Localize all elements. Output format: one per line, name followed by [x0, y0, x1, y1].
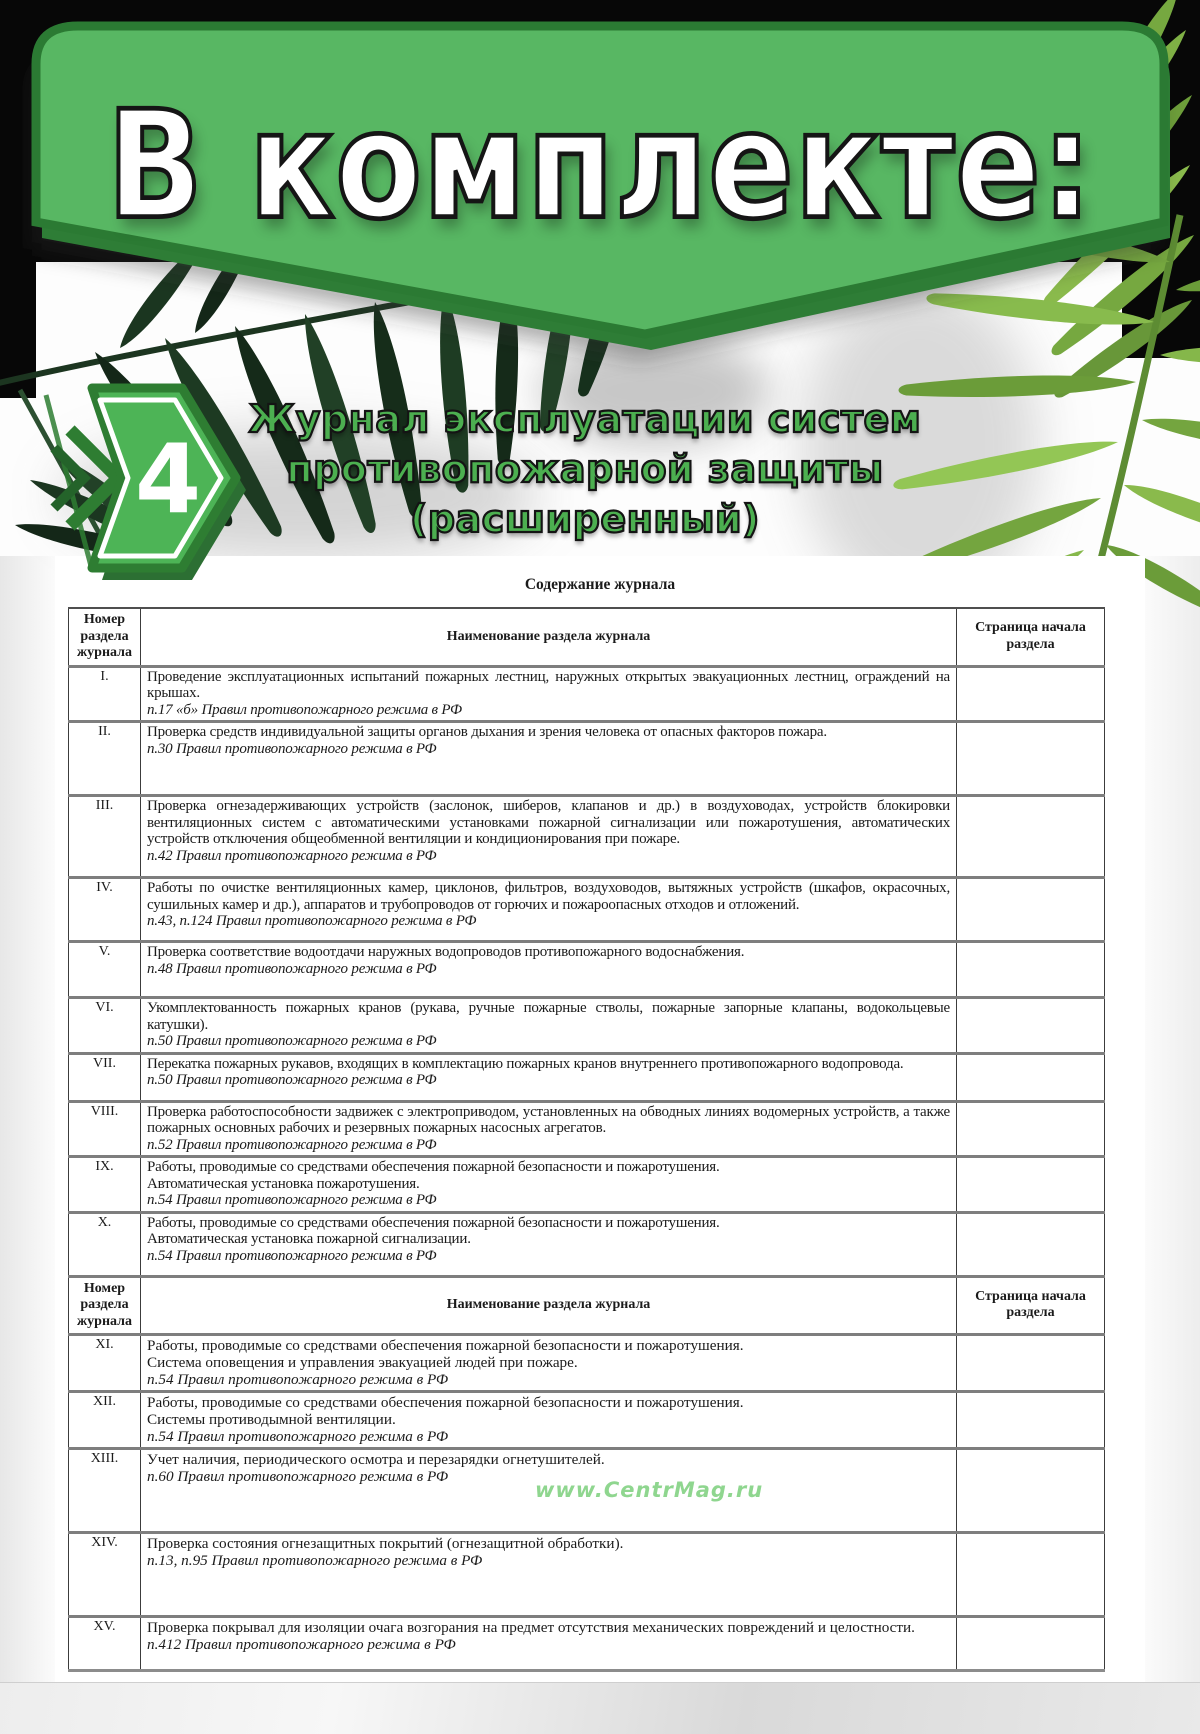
kit-item-title-line1: Журнал эксплуатации систем [248, 397, 922, 441]
table-row [69, 1617, 1105, 1671]
row-number: VII. [69, 1053, 141, 1101]
row-page [957, 1157, 1105, 1213]
contents-table [68, 607, 1105, 1672]
table-row [69, 998, 1105, 1054]
page-title: Содержание журнала [524, 576, 676, 593]
col-header-name: Наименование раздела журнала [141, 608, 957, 666]
row-number: IV. [69, 878, 141, 942]
table-row [69, 878, 1105, 942]
page-right-margin [1145, 556, 1200, 1683]
row-page [957, 796, 1105, 878]
table-row [69, 1533, 1105, 1617]
row-name: Проверка покрывал для изоляции очага возгорания на предмет отсутствия механических повреждений и целостности. п.412 Правил противопожарного режима в РФ [141, 1617, 957, 1671]
row-number: VI. [69, 998, 141, 1054]
row-page [957, 1392, 1105, 1449]
table-row [69, 666, 1105, 722]
table-header-row [69, 608, 1105, 666]
watermark: www.CentrMag.ru [535, 1478, 764, 1502]
row-page [957, 998, 1105, 1054]
row-number: XII. [69, 1392, 141, 1449]
row-number: IX. [69, 1157, 141, 1213]
row-name: Проверка работоспособности задвижек с электроприводом, установленных на обводных линиях водомерных устройств, а также пожарных основных рабочих и резервных пожарных насосных агрегатов. п.52 Правил противопожарного режима в РФ [141, 1101, 957, 1157]
row-page [957, 942, 1105, 998]
table-row [69, 1101, 1105, 1157]
table-row [69, 1212, 1105, 1276]
row-name: Работы, проводимые со средствами обеспечения пожарной безопасности и пожаротушения. Автоматическая установка пожарной сигнализации. п.54 Правил противопожарного режима в РФ [141, 1212, 957, 1276]
row-name: Проверка средств индивидуальной защиты органов дыхания и зрения человека от опасных факторов пожара. п.30 Правил противопожарного режима в РФ [141, 722, 957, 796]
table-row [69, 1157, 1105, 1213]
col-header-page: Страница начала раздела [957, 1276, 1105, 1335]
col-header-page: Страница начала раздела [957, 608, 1105, 666]
col-header-name: Наименование раздела журнала [141, 1276, 957, 1335]
row-page [957, 1101, 1105, 1157]
row-name: Учет наличия, периодического осмотра и перезарядки огнетушителей. п.60 Правил противопожарного режима в РФ [141, 1449, 957, 1533]
row-page [957, 878, 1105, 942]
row-name: Работы по очистке вентиляционных камер, циклонов, фильтров, воздуховодов, вытяжных устройств (шкафов, окрасочных, сушильных камер и др.), аппаратов и трубопроводов от горючих и пожароопасных отходов и отложений. п.43, п.124 Правил противопожарного режима в РФ [141, 878, 957, 942]
badge-number: 4 [134, 425, 202, 535]
col-header-num: Номер раздела журнала [69, 608, 141, 666]
row-name: Работы, проводимые со средствами обеспечения пожарной безопасности и пожаротушения. Системы противодымной вентиляции. п.54 Правил противопожарного режима в РФ [141, 1392, 957, 1449]
table-header-row [69, 1276, 1105, 1335]
kit-item-title-line2: противопожарной защиты [286, 447, 884, 491]
row-number: XV. [69, 1617, 141, 1671]
row-name: Работы, проводимые со средствами обеспечения пожарной безопасности и пожаротушения. Автоматическая установка пожаротушения. п.54 Правил противопожарного режима в РФ [141, 1157, 957, 1213]
kit-item-title [170, 394, 1000, 544]
journal-contents-page [55, 556, 1145, 1682]
table-row [69, 942, 1105, 998]
row-name: Проверка огнезадерживающих устройств (заслонок, шиберов, клапанов и др.) в воздуховодах, устройств блокировки вентиляционных систем с автоматическими установками пожарной сигнализации или пожаротушения, автоматических устройств отключения общеобменной вентиляции и кондиционирования при пожаре. п.42 Правил противопожарного режима в РФ [141, 796, 957, 878]
row-name: Работы, проводимые со средствами обеспечения пожарной безопасности и пожаротушения. Система оповещения и управления эвакуацией людей при пожаре. п.54 Правил противопожарного режима в РФ [141, 1335, 957, 1392]
row-page [957, 1533, 1105, 1617]
page-left-margin [0, 556, 55, 1683]
row-name: Проверка состояния огнезащитных покрытий (огнезащитной обработки). п.13, п.95 Правил противопожарного режима в РФ [141, 1533, 957, 1617]
bottom-gray-band [0, 1682, 1200, 1734]
row-name: Перекатка пожарных рукавов, входящих в комплектацию пожарных кранов внутреннего противопожарного водопровода. п.50 Правил противопожарного режима в РФ [141, 1053, 957, 1101]
table-row [69, 722, 1105, 796]
row-page [957, 1617, 1105, 1671]
row-number: III. [69, 796, 141, 878]
row-page [957, 722, 1105, 796]
row-number: V. [69, 942, 141, 998]
row-page [957, 1449, 1105, 1533]
row-number: XIII. [69, 1449, 141, 1533]
row-page [957, 1335, 1105, 1392]
row-page [957, 666, 1105, 722]
row-number: II. [69, 722, 141, 796]
row-number: VIII. [69, 1101, 141, 1157]
row-name: Проведение эксплуатационных испытаний пожарных лестниц, наружных открытых эвакуационных лестниц, ограждений на крышах. п.17 «б» Правил противопожарного режима в РФ [141, 666, 957, 722]
row-page [957, 1212, 1105, 1276]
col-header-num: Номер раздела журнала [69, 1276, 141, 1335]
row-page [957, 1053, 1105, 1101]
row-name: Укомплектованность пожарных кранов (рукава, ручные пожарные стволы, пожарные запорные клапаны, водокольцевые катушки). п.50 Правил противопожарного режима в РФ [141, 998, 957, 1054]
row-number: I. [69, 666, 141, 722]
table-row [69, 1335, 1105, 1392]
table-row [69, 796, 1105, 878]
table-row [69, 1392, 1105, 1449]
row-number: XI. [69, 1335, 141, 1392]
kit-item-title-line3: (расширенный) [409, 497, 761, 541]
row-number: XIV. [69, 1533, 141, 1617]
row-number: X. [69, 1212, 141, 1276]
banner-title: В комплекте: [106, 77, 1094, 252]
row-name: Проверка соответствие водоотдачи наружных водопроводов противопожарного водоснабжения. п.48 Правил противопожарного режима в РФ [141, 942, 957, 998]
table-row [69, 1053, 1105, 1101]
